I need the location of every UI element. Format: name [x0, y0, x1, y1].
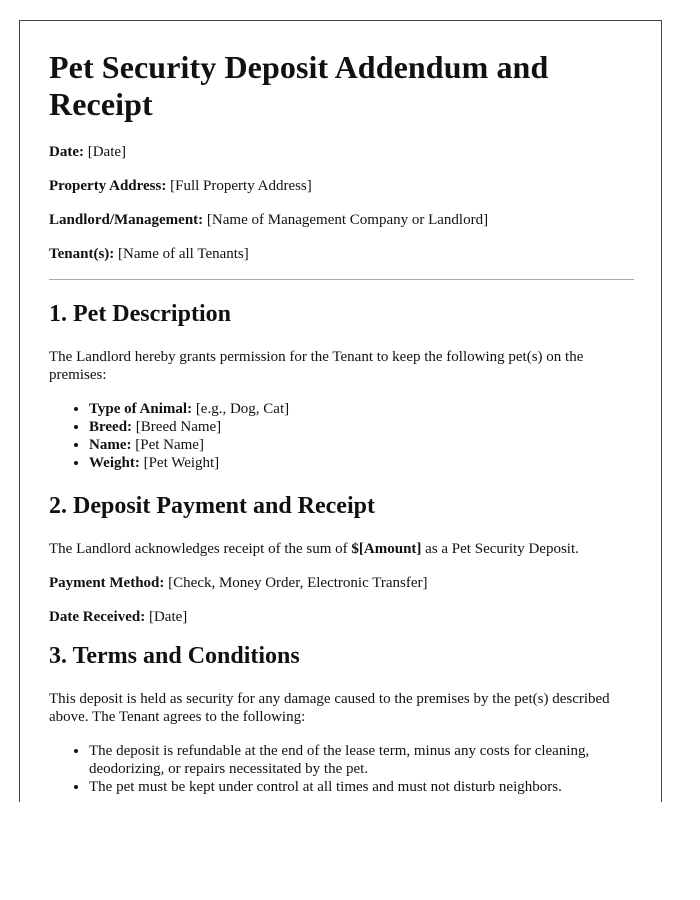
- pet-type-label: Type of Animal:: [89, 401, 193, 417]
- list-item: [89, 418, 634, 436]
- meta-landlord: [49, 211, 634, 229]
- meta-property-address-value: [Full Property Address]: [170, 178, 312, 194]
- meta-date-label: Date:: [49, 144, 84, 160]
- terms-intro: This deposit is held as security for any damage caused to the premises by the pet(s) described above. The Tenant agrees to the following:: [49, 691, 610, 725]
- pet-name-value: [Pet Name]: [135, 437, 204, 453]
- date-received-label: Date Received:: [49, 609, 146, 625]
- list-item: • The pet must be kept under control at all times and must not disturb neighbors.: [89, 778, 634, 796]
- pet-details-list: [49, 400, 634, 472]
- meta-landlord-label: Landlord/Management:: [49, 212, 204, 228]
- pet-weight-label: Weight:: [89, 455, 140, 471]
- meta-date: [49, 143, 634, 161]
- date-received-value: [Date]: [148, 609, 188, 625]
- payment-method-label: Payment Method:: [49, 575, 165, 591]
- receipt-text-after: as a Pet Security Deposit.: [421, 541, 579, 557]
- meta-property-address: [49, 177, 634, 195]
- pet-type-value: [e.g., Dog, Cat]: [195, 401, 290, 417]
- pet-description-intro: The Landlord hereby grants permission for the Tenant to keep the following pet(s) on the premises:: [49, 349, 584, 383]
- section-heading-terms: 3. Terms and Conditions: [49, 643, 300, 669]
- deposit-receipt-statement: [49, 540, 634, 558]
- meta-landlord-value: [Name of Management Company or Landlord]: [206, 212, 489, 228]
- document-title: Pet Security Deposit Addendum and Receipt: [49, 49, 549, 122]
- terms-list: [49, 742, 634, 796]
- list-item: [89, 436, 634, 454]
- list-item: • The deposit is refundable at the end of the lease term, minus any costs for cleaning, deodorizing, or repairs necessitated by the pet.: [89, 742, 634, 778]
- pet-breed-label: Breed:: [89, 419, 133, 435]
- meta-property-address-label: Property Address:: [49, 178, 167, 194]
- date-received: [49, 608, 634, 626]
- payment-method: [49, 574, 634, 592]
- meta-date-value: [Date]: [87, 144, 127, 160]
- meta-tenants: [49, 245, 634, 263]
- document-content: [49, 49, 634, 802]
- meta-tenants-value: [Name of all Tenants]: [118, 246, 249, 262]
- pet-breed-value: [Breed Name]: [135, 419, 222, 435]
- payment-method-value: [Check, Money Order, Electronic Transfer]: [168, 575, 428, 591]
- section-heading-pet-description: 1. Pet Description: [49, 301, 231, 327]
- list-item: [89, 454, 634, 472]
- receipt-amount: $[Amount]: [351, 541, 422, 557]
- document-page: [19, 20, 662, 802]
- section-heading-deposit-payment: 2. Deposit Payment and Receipt: [49, 493, 375, 519]
- receipt-text-before: The Landlord acknowledges receipt of the sum of: [49, 541, 352, 557]
- meta-tenants-label: Tenant(s):: [49, 246, 115, 262]
- pet-name-label: Name:: [89, 437, 132, 453]
- list-item: [89, 400, 634, 418]
- section-divider: [49, 279, 634, 280]
- pet-weight-value: [Pet Weight]: [143, 455, 220, 471]
